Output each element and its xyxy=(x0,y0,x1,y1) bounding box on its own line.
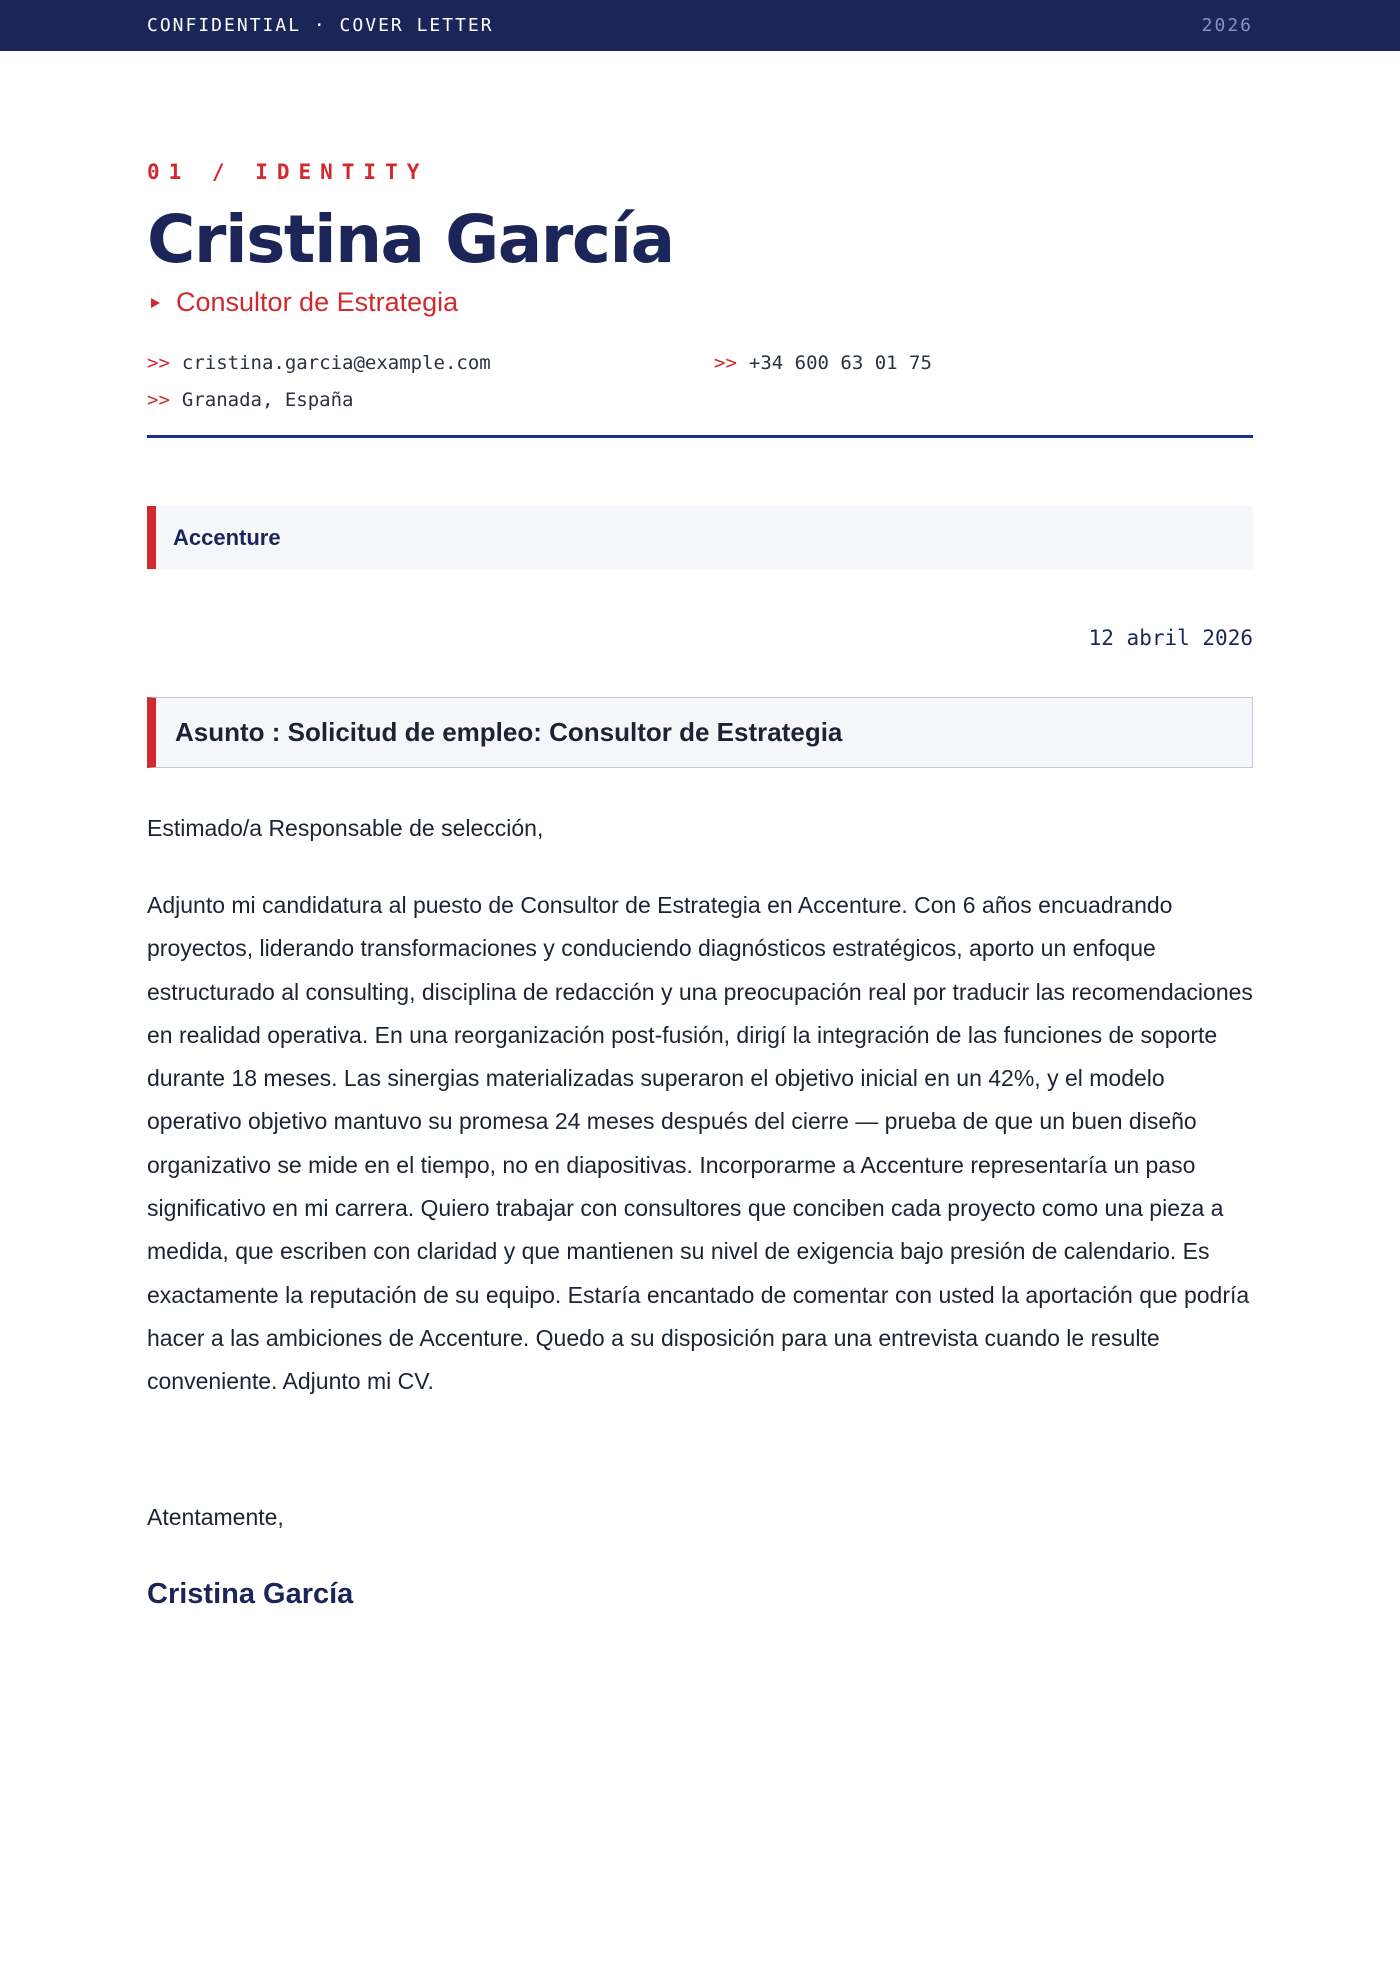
applicant-name: Cristina García xyxy=(147,201,674,278)
greeting: Estimado/a Responsable de selección, xyxy=(147,815,544,841)
letter-date: 12 abril 2026 xyxy=(1088,626,1253,650)
top-banner xyxy=(0,0,1400,51)
contact-prefix: >> xyxy=(714,352,737,374)
section-label: 01 / IDENTITY xyxy=(147,160,429,184)
contact-location xyxy=(147,389,353,411)
closing: Atentamente, xyxy=(147,1504,284,1530)
header-year: 2026 xyxy=(1201,15,1253,36)
role-label: Consultor de Estrategia xyxy=(176,287,459,317)
contact-prefix: >> xyxy=(147,352,170,374)
location-text: Granada, España xyxy=(181,389,354,411)
phone-text[interactable]: +34 600 63 01 75 xyxy=(748,352,932,374)
subject-line: Asunto : Solicitud de empleo: Consultor de Estrategia xyxy=(147,697,1253,768)
confidential-label: CONFIDENTIAL · COVER LETTER xyxy=(147,15,494,36)
contact-phone xyxy=(714,352,932,374)
header-divider xyxy=(147,435,1253,438)
contact-email xyxy=(147,352,491,374)
email-text[interactable]: cristina.garcia@example.com xyxy=(181,352,491,374)
contact-prefix: >> xyxy=(147,389,170,411)
letter-body: Adjunto mi candidatura al puesto de Consultor de Estrategia en Accenture. Con 6 años encuadrando proyectos, liderando transformaciones y conduciendo diagnósticos estratégicos, aporto un enfoque estructurado al consulting, disciplina de redacción y una preocupación real por traducir las recomendaciones en realidad operativa. En una reorganización post-fusión, dirigí la integración de las funciones de soporte durante 18 meses. Las sinergias materializadas superaron el objetivo inicial en un 42%, y el modelo operativo objetivo mantuvo su promesa 24 meses después del cierre — prueba de que un buen diseño organizativo se mide en el tiempo, no en diapositivas. Incorporarme a Accenture representaría un paso significativo en mi carrera. Quiero trabajar con consultores que conciben cada proyecto como una pieza a medida, que escriben con claridad y que mantienen su nivel de exigencia bajo presión de calendario. Es exactamente la reputación de su equipo. Estaría encantado de comentar con usted la aportación que podría hacer a las ambiciones de Accenture. Quedo a su disposición para una entrevista cuando le resulte conveniente. Adjunto mi CV. xyxy=(147,892,1253,1395)
recipient-company: Accenture xyxy=(147,506,1253,569)
applicant-role xyxy=(151,287,458,318)
signature-name: Cristina García xyxy=(147,1578,354,1610)
triangle-bullet-icon xyxy=(151,298,160,308)
